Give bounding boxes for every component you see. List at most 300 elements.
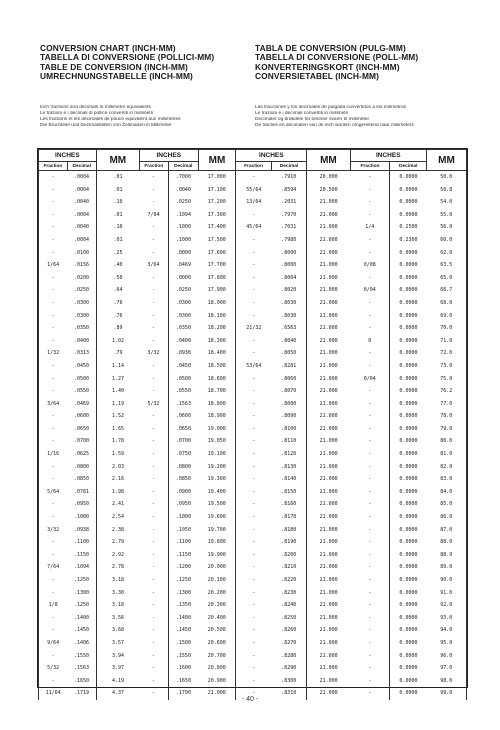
table-cell: .0850	[168, 473, 198, 486]
table-cell: .0500	[73, 375, 90, 382]
table-cell: -	[368, 186, 372, 193]
table-cell: -	[236, 335, 271, 348]
table-cell: -	[39, 675, 68, 688]
table-row	[39, 247, 467, 260]
conversion-table-frame	[37, 148, 468, 697]
table-cell: .0938	[73, 526, 90, 533]
table-cell: -	[39, 435, 68, 448]
table-cell: .79	[96, 347, 139, 360]
table-cell: .0004	[73, 186, 90, 193]
table-row	[39, 360, 467, 373]
table-cell: -	[368, 514, 372, 521]
sub-header-decimal-2: Decimal	[168, 162, 198, 171]
table-cell: -	[139, 297, 168, 310]
table-row	[39, 524, 467, 537]
table-cell: 85.0	[427, 498, 467, 511]
table-cell: .8090	[271, 410, 306, 423]
table-cell: .01	[96, 234, 139, 247]
table-cell: .0250	[168, 196, 198, 209]
table-row	[39, 574, 467, 587]
table-cell: 96.0	[427, 650, 467, 663]
table-cell: .0800	[73, 463, 90, 470]
table-cell: -	[368, 476, 372, 483]
table-cell: -	[236, 310, 271, 323]
sub-header-fraction-3: Fraction	[236, 162, 271, 171]
table-cell: .1300	[73, 589, 90, 596]
table-cell: -	[368, 211, 372, 218]
table-cell: 20.200	[207, 589, 226, 596]
table-cell: 86.0	[427, 511, 467, 524]
table-cell: -	[236, 675, 271, 688]
table-cell: 0.0000	[390, 347, 427, 360]
table-cell: 0.0000	[390, 662, 427, 675]
group-header-inches-3: INCHES	[236, 150, 307, 162]
table-cell: 65.0	[427, 272, 467, 285]
table-cell: 94.0	[427, 624, 467, 637]
table-cell: 4.19	[96, 675, 139, 688]
table-cell: 0.2300	[390, 234, 427, 247]
note-line: Inch fractions and decimals to millimetre equivalents	[40, 105, 151, 110]
table-cell: -	[368, 299, 372, 306]
table-cell: 5/32	[139, 398, 168, 411]
table-cell: -	[368, 425, 372, 432]
table-cell: -	[236, 511, 271, 524]
table-cell: 0.0000	[390, 410, 427, 423]
table-cell: 2.54	[96, 511, 139, 524]
table-cell: -	[368, 639, 372, 646]
table-cell: .8040	[271, 335, 306, 348]
table-row	[39, 423, 467, 436]
notes-column-left	[40, 105, 255, 129]
table-cell: .0500	[168, 373, 198, 386]
table-cell: .40	[96, 259, 139, 272]
table-cell: .0950	[73, 501, 90, 508]
table-cell: .8594	[271, 184, 306, 197]
table-cell: 89.0	[427, 561, 467, 574]
table-cell: 0.0000	[390, 675, 427, 688]
table-cell: -	[139, 574, 168, 587]
table-cell: -	[39, 511, 68, 524]
table-cell: 87.0	[427, 524, 467, 537]
table-cell: -	[39, 297, 68, 310]
table-cell: -	[139, 624, 168, 637]
table-cell: .1563	[168, 398, 198, 411]
table-cell: .8150	[271, 486, 306, 499]
table-cell: 95.0	[427, 637, 467, 650]
table-cell: 21.000	[307, 385, 350, 398]
table-row	[39, 171, 467, 184]
table-cell: 3/32	[39, 524, 68, 537]
table-cell: .8210	[271, 561, 306, 574]
table-cell: 0.0000	[390, 637, 427, 650]
table-body	[39, 171, 467, 700]
table-cell: -	[39, 373, 68, 386]
table-cell: -	[39, 310, 68, 323]
table-cell: -	[368, 274, 372, 281]
table-cell: 21.000	[307, 637, 350, 650]
table-cell: -	[139, 196, 168, 209]
table-cell: 1.27	[96, 373, 139, 386]
table-cell: -	[139, 171, 168, 184]
table-cell: .1550	[73, 652, 90, 659]
table-cell: 0.0000	[390, 259, 427, 272]
table-cell: 20.800	[207, 665, 226, 672]
table-cell: 0.0000	[390, 184, 427, 197]
table-cell: .0100	[73, 249, 90, 256]
table-cell: .8270	[271, 637, 306, 650]
table-cell: .1094	[73, 564, 90, 571]
table-cell: 19.500	[207, 501, 226, 508]
table-cell: -	[139, 637, 168, 650]
table-cell: -	[139, 687, 168, 700]
table-cell: .0938	[168, 347, 198, 360]
table-cell: .0850	[73, 476, 90, 483]
table-cell: .8170	[271, 511, 306, 524]
table-cell: 0.0000	[390, 373, 427, 386]
table-cell: 21.000	[307, 612, 350, 625]
table-cell: 0.0000	[390, 272, 427, 285]
table-cell: 99.0	[427, 687, 467, 700]
table-cell: .8260	[271, 624, 306, 637]
table-cell: -	[236, 385, 271, 398]
table-cell: -	[139, 234, 168, 247]
table-cell: .1094	[168, 209, 198, 222]
table-cell: 17.300	[207, 211, 226, 218]
table-cell: .1650	[73, 677, 90, 684]
table-cell: -	[39, 423, 68, 436]
table-cell: -	[236, 650, 271, 663]
table-cell: -	[139, 335, 168, 348]
table-cell: .0450	[168, 360, 198, 373]
table-cell: -	[39, 473, 68, 486]
table-cell: 91.0	[427, 587, 467, 600]
table-cell: .1250	[73, 577, 90, 583]
table-cell: .8220	[271, 574, 306, 587]
table-cell: 84.0	[427, 486, 467, 499]
table-cell: -	[236, 624, 271, 637]
table-cell: -	[368, 249, 372, 256]
table-cell: .8004	[271, 272, 306, 285]
table-cell: -	[236, 473, 271, 486]
table-row	[39, 335, 467, 348]
table-row	[39, 599, 467, 612]
table-cell: -	[139, 511, 168, 524]
table-cell: 0.0000	[390, 587, 427, 600]
table-cell: -	[236, 259, 271, 272]
table-cell: .10	[96, 221, 139, 234]
table-cell: 21.000	[307, 561, 350, 574]
table-cell: 93.0	[427, 612, 467, 625]
table-cell: -	[139, 549, 168, 562]
table-cell: 0.0000	[390, 561, 427, 574]
table-cell: 68.0	[427, 297, 467, 310]
table-cell: .0550	[168, 385, 198, 398]
table-row	[39, 398, 467, 411]
chart-title-line: CONVERSION CHART (INCH-MM)	[40, 44, 176, 53]
table-cell: .25	[96, 247, 139, 260]
note-line: Las fracciones y los decimales de pulgada convertidos a los milímetros	[255, 105, 406, 110]
table-cell: 2.16	[96, 473, 139, 486]
table-cell: -	[139, 284, 168, 297]
table-cell: 1/16	[39, 448, 68, 461]
table-cell: -	[368, 602, 372, 609]
table-cell: -	[39, 196, 68, 209]
table-cell: 21.000	[307, 599, 350, 612]
table-cell: -	[236, 398, 271, 411]
table-cell: -	[39, 322, 68, 335]
table-cell: -	[236, 410, 271, 423]
table-cell: 21.000	[307, 461, 350, 474]
table-cell: 1.52	[96, 410, 139, 423]
table-cell: 21.000	[307, 335, 350, 348]
table-cell: 3.94	[96, 650, 139, 663]
table-cell: 0.0000	[390, 650, 427, 663]
table-cell: 2.03	[96, 461, 139, 474]
table-cell: -	[368, 526, 372, 533]
table-cell: 66.7	[427, 284, 467, 297]
table-cell: 21.000	[307, 360, 350, 373]
table-cell: 0.0000	[390, 297, 427, 310]
table-cell: .1400	[168, 612, 198, 625]
table-cell: 21.000	[207, 690, 226, 697]
table-cell: 45/64	[236, 221, 271, 234]
chart-title-line: UMRECHNUNGSTABELLE (INCH-MM)	[40, 71, 193, 81]
table-cell: 21.000	[307, 272, 350, 285]
table-cell: 20.300	[207, 602, 226, 609]
table-cell: -	[236, 234, 271, 247]
table-cell: .1000	[168, 234, 198, 247]
table-cell: 5/32	[39, 662, 68, 675]
table-cell: .8050	[271, 347, 306, 360]
table-cell: 21.000	[307, 259, 350, 272]
table-cell: 17.000	[207, 174, 226, 180]
table-cell: 0.0000	[390, 524, 427, 537]
table-cell: -	[139, 310, 168, 323]
table-cell: 80.0	[427, 435, 467, 448]
table-cell: -	[236, 347, 271, 360]
table-cell: .0300	[73, 312, 90, 319]
table-cell: .1450	[168, 624, 198, 637]
table-cell: -	[368, 501, 372, 508]
table-cell: 2.79	[96, 536, 139, 549]
table-row	[39, 473, 467, 486]
table-cell: -	[139, 536, 168, 549]
table-row	[39, 612, 467, 625]
table-cell: -	[368, 451, 372, 458]
table-cell: 19.300	[207, 476, 226, 483]
table-row	[39, 284, 467, 297]
table-cell: 55/64	[236, 184, 271, 197]
table-cell: 0.0000	[390, 435, 427, 448]
table-cell: 3.30	[96, 587, 139, 600]
table-cell: 17.500	[207, 236, 226, 243]
table-cell: -	[236, 549, 271, 562]
table-cell: 73.0	[427, 360, 467, 373]
table-cell: .0750	[168, 448, 198, 461]
table-cell: .8200	[271, 549, 306, 562]
table-cell: -	[139, 221, 168, 234]
table-cell: 21.000	[307, 373, 350, 386]
table-cell: .1650	[168, 675, 198, 688]
table-cell: .8310	[271, 687, 306, 700]
table-cell: 0.0000	[390, 448, 427, 461]
table-cell: -	[368, 325, 372, 332]
table-cell: -	[368, 665, 372, 672]
table-cell: 21.000	[307, 511, 350, 524]
table-cell: .0350	[73, 325, 90, 332]
table-cell: 21.000	[307, 297, 350, 310]
table-cell: -	[236, 561, 271, 574]
table-cell: 1/64	[39, 259, 68, 272]
table-row	[39, 297, 467, 310]
table-cell: 21.000	[307, 486, 350, 499]
table-cell: .1406	[73, 639, 90, 646]
table-cell: -	[368, 413, 372, 420]
table-cell: .0781	[73, 488, 90, 495]
group-header-inches-4: INCHES	[350, 150, 426, 162]
table-cell: .0313	[73, 350, 90, 357]
table-header	[39, 150, 467, 171]
table-cell: 0.0000	[390, 461, 427, 474]
table-row	[39, 461, 467, 474]
table-cell: .0950	[168, 498, 198, 511]
table-cell: 1.40	[96, 385, 139, 398]
table-cell: -	[236, 373, 271, 386]
table-cell: .0400	[168, 335, 198, 348]
sub-header-fraction-1: Fraction	[39, 162, 68, 171]
table-cell: 21.000	[307, 435, 350, 448]
table-cell: -	[39, 171, 68, 184]
table-cell: -	[39, 247, 68, 260]
table-cell: .0400	[73, 337, 90, 344]
table-cell: -	[368, 551, 372, 558]
table-cell: 20.000	[207, 564, 226, 571]
table-cell: 71.0	[427, 335, 467, 348]
notes-block	[40, 105, 470, 129]
group-header-mm-4: MM	[427, 150, 467, 171]
table-cell: 21.000	[307, 473, 350, 486]
table-cell: -	[236, 637, 271, 650]
table-cell: 53/64	[236, 360, 271, 373]
table-cell: 1.65	[96, 423, 139, 436]
table-row	[39, 637, 467, 650]
table-cell: -	[39, 574, 68, 587]
table-cell: 81.0	[427, 448, 467, 461]
table-cell: -	[236, 687, 271, 700]
table-cell: .8140	[271, 473, 306, 486]
table-cell: 17.600	[207, 249, 226, 256]
table-row	[39, 511, 467, 524]
table-cell: .8030	[271, 310, 306, 323]
table-cell: 79.0	[427, 423, 467, 436]
table-cell: -	[368, 564, 372, 571]
table-cell: -	[139, 486, 168, 499]
table-cell: 97.0	[427, 662, 467, 675]
table-cell: .0004	[73, 236, 90, 243]
table-cell: -	[39, 385, 68, 398]
table-cell: -	[139, 473, 168, 486]
table-cell: 0/04	[363, 287, 376, 294]
table-cell: 3/64	[139, 259, 168, 272]
table-cell: 50.0	[427, 171, 467, 184]
table-row	[39, 322, 467, 335]
table-cell: -	[236, 536, 271, 549]
table-cell: .1500	[168, 637, 198, 650]
table-cell: 0.0000	[390, 612, 427, 625]
table-cell: 20.400	[207, 614, 226, 621]
table-cell: 0.0000	[390, 310, 427, 323]
table-cell: -	[368, 174, 372, 180]
table-cell: 3.68	[96, 624, 139, 637]
table-cell: -	[368, 236, 372, 243]
table-cell: 21.000	[307, 662, 350, 675]
group-header-inches-2: INCHES	[139, 150, 198, 162]
table-cell: .0200	[73, 274, 90, 281]
table-cell: -	[236, 486, 271, 499]
table-cell: 62.0	[427, 247, 467, 260]
table-cell: .8100	[271, 423, 306, 436]
table-cell: 21.000	[307, 498, 350, 511]
table-cell: 21.000	[307, 347, 350, 360]
table-cell: .64	[96, 284, 139, 297]
table-row	[39, 675, 467, 688]
table-cell: .1300	[168, 587, 198, 600]
table-cell: -	[236, 461, 271, 474]
note-line: Le frazioni e i decimali convertiti in millimetri	[255, 111, 349, 116]
table-cell: .0300	[168, 297, 198, 310]
table-cell: 3.18	[96, 574, 139, 587]
table-cell: 0.0000	[390, 284, 427, 297]
table-cell: .1550	[168, 650, 198, 663]
table-cell: .1400	[73, 614, 90, 621]
table-cell: -	[139, 184, 168, 197]
table-cell: 2.78	[96, 561, 139, 574]
table-cell: .8300	[271, 675, 306, 688]
table-cell: 0.0000	[390, 498, 427, 511]
table-cell: 0.0000	[390, 398, 427, 411]
table-cell: 9/64	[39, 637, 68, 650]
table-row	[39, 448, 467, 461]
table-cell: 3.57	[96, 637, 139, 650]
table-cell: 18.500	[207, 362, 226, 369]
table-cell: .2031	[271, 196, 306, 209]
group-header-inches-1: INCHES	[39, 150, 97, 162]
table-cell: -	[368, 539, 372, 546]
table-cell: 17.900	[207, 287, 226, 294]
table-cell: 90.0	[427, 574, 467, 587]
table-cell: 56.0	[427, 221, 467, 234]
table-cell: -	[39, 410, 68, 423]
table-cell: 18.600	[207, 375, 226, 382]
table-cell: 69.0	[427, 310, 467, 323]
table-cell: .1000	[168, 511, 198, 524]
table-cell: -	[139, 498, 168, 511]
table-cell: 2.41	[96, 498, 139, 511]
table-cell: -	[236, 662, 271, 675]
table-cell: .0300	[73, 299, 90, 306]
table-cell: 0.0000	[390, 385, 427, 398]
table-cell: .8240	[271, 599, 306, 612]
table-cell: 18.400	[207, 350, 226, 357]
table-cell: .1000	[73, 514, 90, 521]
table-row	[39, 272, 467, 285]
table-cell: 19.900	[207, 551, 226, 558]
table-cell: -	[236, 435, 271, 448]
chart-title-line: CONVERSIETABEL (INCH-MM)	[255, 71, 379, 81]
table-row	[39, 196, 467, 209]
table-row	[39, 662, 467, 675]
table-cell: 18.100	[207, 312, 226, 319]
